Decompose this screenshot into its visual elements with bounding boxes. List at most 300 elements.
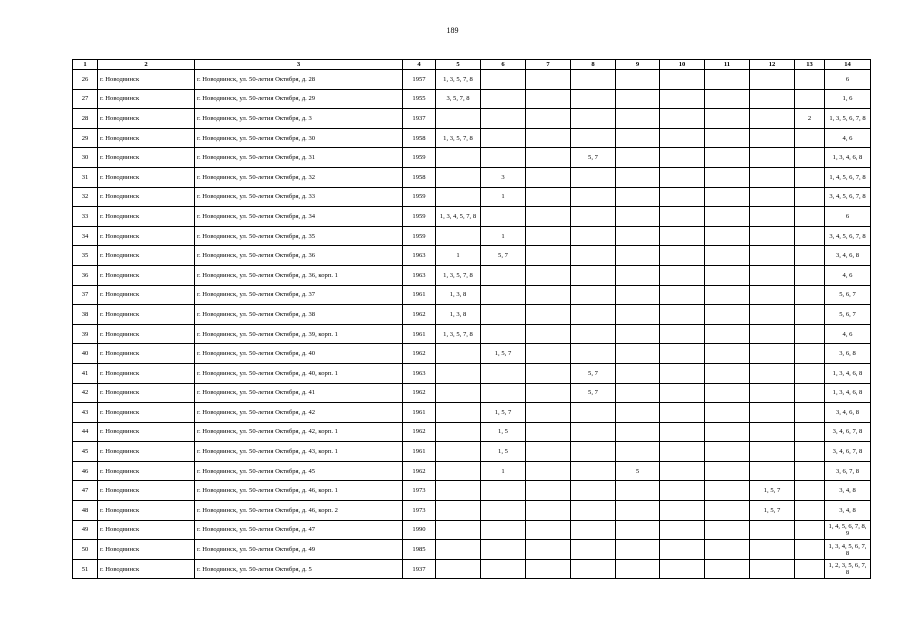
cell-col-10 (660, 89, 705, 109)
housing-register-table (72, 59, 871, 579)
cell-col-6: 1, 5, 7 (481, 403, 526, 423)
cell-col-8 (571, 265, 616, 285)
cell-col-12 (750, 70, 795, 90)
cell-col-9 (616, 89, 660, 109)
cell-col-11 (705, 70, 750, 90)
cell-address: г. Новодвинск, ул. 50-летия Октября, д. 34 (195, 207, 403, 227)
cell-col-11 (705, 305, 750, 325)
cell-col-7 (526, 520, 571, 540)
cell-col-8 (571, 324, 616, 344)
cell-col-9 (616, 422, 660, 442)
cell-col-10 (660, 403, 705, 423)
cell-address: г. Новодвинск, ул. 50-летия Октября, д. 5 (195, 559, 403, 579)
cell-col-7 (526, 187, 571, 207)
cell-col-11 (705, 246, 750, 266)
cell-year-built: 1962 (403, 422, 436, 442)
cell-col-10 (660, 442, 705, 462)
cell-col-9 (616, 442, 660, 462)
cell-col-11 (705, 226, 750, 246)
cell-col-8 (571, 285, 616, 305)
cell-col-7 (526, 305, 571, 325)
cell-col-6: 5, 7 (481, 246, 526, 266)
cell-col-13 (795, 344, 825, 364)
cell-row-number: 39 (73, 324, 98, 344)
cell-col-11 (705, 89, 750, 109)
cell-col-10 (660, 167, 705, 187)
cell-col-11 (705, 422, 750, 442)
cell-year-built: 1959 (403, 226, 436, 246)
cell-row-number: 34 (73, 226, 98, 246)
cell-col-11 (705, 442, 750, 462)
cell-settlement: г. Новодвинск (98, 481, 195, 501)
cell-col-9 (616, 265, 660, 285)
cell-col-9 (616, 324, 660, 344)
cell-col-10 (660, 148, 705, 168)
cell-col-11 (705, 344, 750, 364)
cell-col-6 (481, 520, 526, 540)
cell-col-12 (750, 559, 795, 579)
cell-col-8 (571, 461, 616, 481)
cell-col-12 (750, 305, 795, 325)
cell-year-built: 1957 (403, 70, 436, 90)
cell-year-built: 1961 (403, 324, 436, 344)
cell-address: г. Новодвинск, ул. 50-летия Октября, д. 42, корп. 1 (195, 422, 403, 442)
cell-address: г. Новодвинск, ул. 50-летия Октября, д. 31 (195, 148, 403, 168)
cell-col-5: 3, 5, 7, 8 (436, 89, 481, 109)
cell-col-12 (750, 461, 795, 481)
cell-col-12 (750, 344, 795, 364)
cell-col-11 (705, 128, 750, 148)
cell-row-number: 36 (73, 265, 98, 285)
cell-col-13 (795, 226, 825, 246)
cell-settlement: г. Новодвинск (98, 207, 195, 227)
cell-col-10 (660, 187, 705, 207)
cell-col-6 (481, 207, 526, 227)
cell-col-14: 3, 4, 6, 7, 8 (825, 442, 871, 462)
cell-row-number: 31 (73, 167, 98, 187)
cell-col-5 (436, 559, 481, 579)
cell-settlement: г. Новодвинск (98, 305, 195, 325)
cell-col-10 (660, 559, 705, 579)
cell-col-5 (436, 403, 481, 423)
cell-col-7 (526, 559, 571, 579)
cell-col-9 (616, 226, 660, 246)
cell-col-14: 1, 3, 4, 6, 8 (825, 363, 871, 383)
cell-settlement: г. Новодвинск (98, 167, 195, 187)
cell-col-14: 3, 4, 5, 6, 7, 8 (825, 226, 871, 246)
cell-col-10 (660, 226, 705, 246)
cell-col-8: 5, 7 (571, 148, 616, 168)
cell-col-6 (481, 305, 526, 325)
cell-col-12 (750, 109, 795, 129)
cell-year-built: 1961 (403, 285, 436, 305)
cell-col-8: 5, 7 (571, 383, 616, 403)
cell-col-9 (616, 481, 660, 501)
cell-settlement: г. Новодвинск (98, 540, 195, 560)
cell-address: г. Новодвинск, ул. 50-летия Октября, д. 49 (195, 540, 403, 560)
cell-col-6: 3 (481, 167, 526, 187)
table-row (73, 305, 871, 325)
cell-col-7 (526, 540, 571, 560)
cell-col-6: 1 (481, 187, 526, 207)
cell-col-6 (481, 540, 526, 560)
cell-col-8 (571, 128, 616, 148)
cell-col-12: 1, 5, 7 (750, 501, 795, 521)
cell-col-13 (795, 167, 825, 187)
cell-col-8 (571, 246, 616, 266)
cell-col-6: 1, 5 (481, 442, 526, 462)
header-row (73, 60, 871, 70)
cell-row-number: 30 (73, 148, 98, 168)
cell-year-built: 1958 (403, 167, 436, 187)
cell-col-13 (795, 128, 825, 148)
cell-col-14: 4, 6 (825, 324, 871, 344)
cell-col-5: 1, 3, 8 (436, 305, 481, 325)
cell-col-7 (526, 344, 571, 364)
cell-col-14: 1, 3, 4, 6, 8 (825, 148, 871, 168)
cell-col-11 (705, 324, 750, 344)
cell-col-14: 3, 6, 8 (825, 344, 871, 364)
cell-settlement: г. Новодвинск (98, 70, 195, 90)
cell-col-9 (616, 305, 660, 325)
cell-col-5: 1, 3, 5, 7, 8 (436, 265, 481, 285)
cell-year-built: 1973 (403, 481, 436, 501)
cell-address: г. Новодвинск, ул. 50-летия Октября, д. 38 (195, 305, 403, 325)
cell-col-5: 1, 3, 5, 7, 8 (436, 324, 481, 344)
cell-settlement: г. Новодвинск (98, 187, 195, 207)
cell-col-7 (526, 481, 571, 501)
cell-year-built: 1961 (403, 442, 436, 462)
cell-col-7 (526, 383, 571, 403)
cell-col-14: 3, 4, 6, 7, 8 (825, 422, 871, 442)
cell-col-13 (795, 481, 825, 501)
cell-col-13 (795, 305, 825, 325)
cell-col-5 (436, 461, 481, 481)
cell-col-7 (526, 324, 571, 344)
cell-settlement: г. Новодвинск (98, 520, 195, 540)
cell-col-5 (436, 442, 481, 462)
cell-col-8 (571, 520, 616, 540)
cell-col-10 (660, 363, 705, 383)
cell-col-11 (705, 383, 750, 403)
cell-col-14: 6 (825, 207, 871, 227)
cell-col-5 (436, 481, 481, 501)
cell-address: г. Новодвинск, ул. 50-летия Октября, д. 37 (195, 285, 403, 305)
cell-settlement: г. Новодвинск (98, 461, 195, 481)
cell-col-13 (795, 403, 825, 423)
cell-col-13 (795, 89, 825, 109)
table-row (73, 403, 871, 423)
table-row (73, 109, 871, 129)
cell-col-6 (481, 285, 526, 305)
cell-col-12 (750, 207, 795, 227)
cell-col-6 (481, 501, 526, 521)
cell-settlement: г. Новодвинск (98, 128, 195, 148)
cell-year-built: 1963 (403, 265, 436, 285)
cell-col-9 (616, 383, 660, 403)
cell-year-built: 1959 (403, 207, 436, 227)
cell-col-5 (436, 363, 481, 383)
cell-col-12 (750, 187, 795, 207)
cell-row-number: 48 (73, 501, 98, 521)
cell-col-13 (795, 324, 825, 344)
cell-col-10 (660, 422, 705, 442)
cell-col-12 (750, 403, 795, 423)
cell-col-10 (660, 383, 705, 403)
cell-settlement: г. Новодвинск (98, 344, 195, 364)
cell-row-number: 37 (73, 285, 98, 305)
cell-col-9 (616, 167, 660, 187)
cell-col-8 (571, 187, 616, 207)
cell-year-built: 1963 (403, 363, 436, 383)
cell-col-13 (795, 461, 825, 481)
table-row (73, 383, 871, 403)
cell-col-7 (526, 70, 571, 90)
cell-address: г. Новодвинск, ул. 50-летия Октября, д. 41 (195, 383, 403, 403)
cell-col-5 (436, 540, 481, 560)
cell-col-12 (750, 265, 795, 285)
cell-col-9 (616, 109, 660, 129)
cell-row-number: 40 (73, 344, 98, 364)
cell-col-7 (526, 265, 571, 285)
cell-col-12 (750, 167, 795, 187)
cell-col-13 (795, 559, 825, 579)
cell-col-7 (526, 207, 571, 227)
table-row (73, 540, 871, 560)
table-row (73, 128, 871, 148)
column-header-14: 14 (825, 60, 871, 70)
cell-col-6 (481, 559, 526, 579)
cell-col-14: 1, 4, 5, 6, 7, 8, 9 (825, 520, 871, 540)
column-header-8: 8 (571, 60, 616, 70)
column-header-1: 1 (73, 60, 98, 70)
cell-settlement: г. Новодвинск (98, 265, 195, 285)
cell-col-6 (481, 324, 526, 344)
column-header-2: 2 (98, 60, 195, 70)
cell-col-7 (526, 226, 571, 246)
table-row (73, 481, 871, 501)
cell-col-13 (795, 501, 825, 521)
cell-year-built: 1937 (403, 109, 436, 129)
cell-col-5: 1, 3, 8 (436, 285, 481, 305)
cell-col-8 (571, 89, 616, 109)
table-row (73, 422, 871, 442)
cell-col-6 (481, 481, 526, 501)
cell-settlement: г. Новодвинск (98, 246, 195, 266)
cell-settlement: г. Новодвинск (98, 383, 195, 403)
table-row (73, 363, 871, 383)
cell-settlement: г. Новодвинск (98, 148, 195, 168)
cell-col-14: 1, 3, 4, 6, 8 (825, 383, 871, 403)
cell-year-built: 1963 (403, 246, 436, 266)
cell-col-13 (795, 246, 825, 266)
cell-col-12 (750, 363, 795, 383)
cell-settlement: г. Новодвинск (98, 89, 195, 109)
cell-col-14: 1, 3, 5, 6, 7, 8 (825, 109, 871, 129)
cell-col-8 (571, 442, 616, 462)
table-body (73, 70, 871, 579)
cell-row-number: 28 (73, 109, 98, 129)
cell-col-10 (660, 207, 705, 227)
cell-col-13 (795, 540, 825, 560)
cell-col-11 (705, 187, 750, 207)
cell-row-number: 51 (73, 559, 98, 579)
table-row (73, 265, 871, 285)
cell-col-13 (795, 383, 825, 403)
cell-col-12 (750, 442, 795, 462)
cell-col-6 (481, 70, 526, 90)
table-row (73, 520, 871, 540)
cell-col-8 (571, 481, 616, 501)
cell-col-7 (526, 89, 571, 109)
cell-col-10 (660, 265, 705, 285)
cell-col-13 (795, 442, 825, 462)
cell-address: г. Новодвинск, ул. 50-летия Октября, д. 33 (195, 187, 403, 207)
cell-col-6 (481, 109, 526, 129)
table-row (73, 461, 871, 481)
cell-col-14: 5, 6, 7 (825, 285, 871, 305)
cell-col-11 (705, 540, 750, 560)
cell-address: г. Новодвинск, ул. 50-летия Октября, д. 47 (195, 520, 403, 540)
cell-settlement: г. Новодвинск (98, 285, 195, 305)
column-header-5: 5 (436, 60, 481, 70)
cell-col-9 (616, 207, 660, 227)
cell-col-10 (660, 305, 705, 325)
cell-col-6 (481, 383, 526, 403)
cell-col-5 (436, 226, 481, 246)
column-header-11: 11 (705, 60, 750, 70)
cell-row-number: 43 (73, 403, 98, 423)
cell-col-11 (705, 520, 750, 540)
cell-col-12 (750, 285, 795, 305)
cell-year-built: 1959 (403, 148, 436, 168)
cell-col-10 (660, 461, 705, 481)
cell-col-7 (526, 422, 571, 442)
cell-col-12 (750, 520, 795, 540)
cell-col-8 (571, 226, 616, 246)
table-row (73, 167, 871, 187)
cell-col-7 (526, 442, 571, 462)
cell-year-built: 1985 (403, 540, 436, 560)
cell-col-9 (616, 148, 660, 168)
column-header-12: 12 (750, 60, 795, 70)
cell-address: г. Новодвинск, ул. 50-летия Октября, д. 40, корп. 1 (195, 363, 403, 383)
cell-address: г. Новодвинск, ул. 50-летия Октября, д. 28 (195, 70, 403, 90)
cell-col-6: 1 (481, 226, 526, 246)
cell-col-12 (750, 226, 795, 246)
cell-year-built: 1961 (403, 403, 436, 423)
cell-col-7 (526, 363, 571, 383)
cell-col-6 (481, 265, 526, 285)
cell-col-6 (481, 363, 526, 383)
cell-row-number: 49 (73, 520, 98, 540)
cell-col-9 (616, 403, 660, 423)
cell-settlement: г. Новодвинск (98, 109, 195, 129)
cell-col-8 (571, 501, 616, 521)
cell-col-6 (481, 148, 526, 168)
cell-col-6: 1, 5, 7 (481, 344, 526, 364)
cell-col-6 (481, 128, 526, 148)
cell-col-14: 5, 6, 7 (825, 305, 871, 325)
cell-year-built: 1958 (403, 128, 436, 148)
cell-row-number: 41 (73, 363, 98, 383)
cell-col-11 (705, 109, 750, 129)
cell-year-built: 1937 (403, 559, 436, 579)
cell-col-6: 1, 5 (481, 422, 526, 442)
cell-col-14: 6 (825, 70, 871, 90)
cell-col-11 (705, 481, 750, 501)
cell-col-13 (795, 363, 825, 383)
cell-settlement: г. Новодвинск (98, 324, 195, 344)
cell-col-9 (616, 363, 660, 383)
cell-col-13 (795, 207, 825, 227)
cell-row-number: 45 (73, 442, 98, 462)
cell-col-14: 1, 6 (825, 89, 871, 109)
cell-col-11 (705, 501, 750, 521)
cell-year-built: 1962 (403, 383, 436, 403)
cell-row-number: 35 (73, 246, 98, 266)
cell-col-14: 1, 2, 3, 5, 6, 7, 8 (825, 559, 871, 579)
column-header-9: 9 (616, 60, 660, 70)
table-row (73, 442, 871, 462)
cell-col-8 (571, 422, 616, 442)
cell-col-14: 3, 4, 8 (825, 481, 871, 501)
table-row (73, 89, 871, 109)
cell-row-number: 42 (73, 383, 98, 403)
cell-col-8 (571, 109, 616, 129)
cell-col-7 (526, 109, 571, 129)
cell-row-number: 46 (73, 461, 98, 481)
column-header-6: 6 (481, 60, 526, 70)
cell-col-9 (616, 70, 660, 90)
cell-col-12 (750, 89, 795, 109)
cell-col-8 (571, 540, 616, 560)
cell-address: г. Новодвинск, ул. 50-летия Октября, д. 40 (195, 344, 403, 364)
cell-col-10 (660, 109, 705, 129)
cell-settlement: г. Новодвинск (98, 226, 195, 246)
cell-col-5: 1, 3, 4, 5, 7, 8 (436, 207, 481, 227)
cell-col-10 (660, 128, 705, 148)
cell-col-10 (660, 285, 705, 305)
cell-row-number: 47 (73, 481, 98, 501)
cell-row-number: 33 (73, 207, 98, 227)
table-row (73, 324, 871, 344)
cell-address: г. Новодвинск, ул. 50-летия Октября, д. 30 (195, 128, 403, 148)
cell-row-number: 50 (73, 540, 98, 560)
cell-col-10 (660, 520, 705, 540)
cell-col-6 (481, 89, 526, 109)
cell-row-number: 26 (73, 70, 98, 90)
cell-col-10 (660, 540, 705, 560)
cell-col-9 (616, 540, 660, 560)
cell-col-12: 1, 5, 7 (750, 481, 795, 501)
cell-col-14: 3, 4, 6, 8 (825, 403, 871, 423)
cell-year-built: 1973 (403, 501, 436, 521)
cell-col-12 (750, 324, 795, 344)
cell-col-9 (616, 285, 660, 305)
cell-col-8 (571, 344, 616, 364)
cell-col-11 (705, 363, 750, 383)
cell-col-12 (750, 540, 795, 560)
cell-year-built: 1990 (403, 520, 436, 540)
cell-settlement: г. Новодвинск (98, 559, 195, 579)
cell-col-5 (436, 148, 481, 168)
cell-col-11 (705, 148, 750, 168)
cell-col-5: 1, 3, 5, 7, 8 (436, 70, 481, 90)
cell-col-13 (795, 265, 825, 285)
cell-col-10 (660, 70, 705, 90)
cell-col-13 (795, 187, 825, 207)
